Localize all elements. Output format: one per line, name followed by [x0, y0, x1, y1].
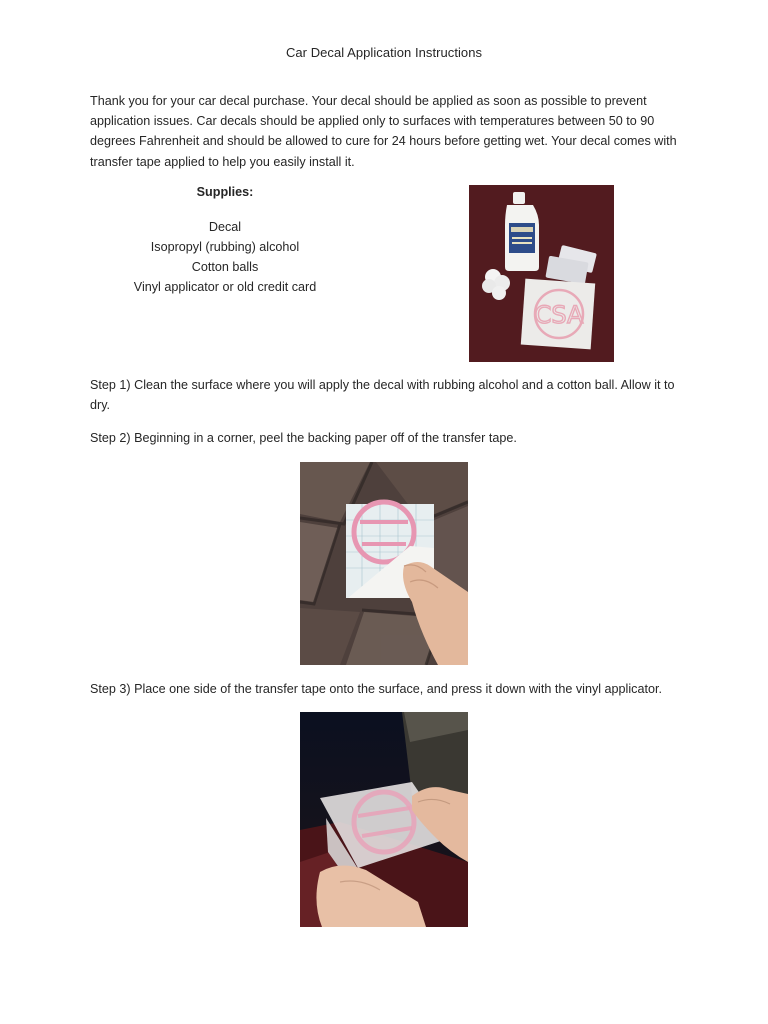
supply-item: Vinyl applicator or old credit card	[133, 280, 317, 294]
decal-sheet	[521, 279, 595, 350]
step-1-text: Step 1) Clean the surface where you will apply the decal with rubbing alcohol and a cotton ball. Allow it to dry.	[90, 378, 675, 413]
supplies-list	[120, 217, 330, 297]
step-2-text: Step 2) Beginning in a corner, peel the backing paper off of the transfer tape.	[90, 431, 517, 445]
document-title: Car Decal Application Instructions	[285, 45, 483, 60]
supply-item: Cotton balls	[191, 260, 259, 274]
peel-backing-photo	[300, 462, 468, 665]
apply-decal-photo	[300, 712, 468, 927]
monogram-text: CSA	[534, 301, 584, 329]
intro-paragraph: Thank you for your car decal purchase. Your decal should be applied as soon as possible to prevent application issues. Car decals should be applied only to surfaces with temperatures between 50 to 90 degrees Fahrenheit and should be allowed to cure for 24 hours before getting wet. Your decal comes with transfer tape applied to help you easily install it.	[90, 94, 677, 169]
supplies-photo	[469, 185, 614, 362]
supply-item: Decal	[208, 220, 242, 234]
supply-item: Isopropyl (rubbing) alcohol	[150, 240, 300, 254]
supplies-heading: Supplies:	[196, 185, 254, 199]
step-3-text: Step 3) Place one side of the transfer tape onto the surface, and press it down with the vinyl applicator.	[90, 682, 662, 696]
